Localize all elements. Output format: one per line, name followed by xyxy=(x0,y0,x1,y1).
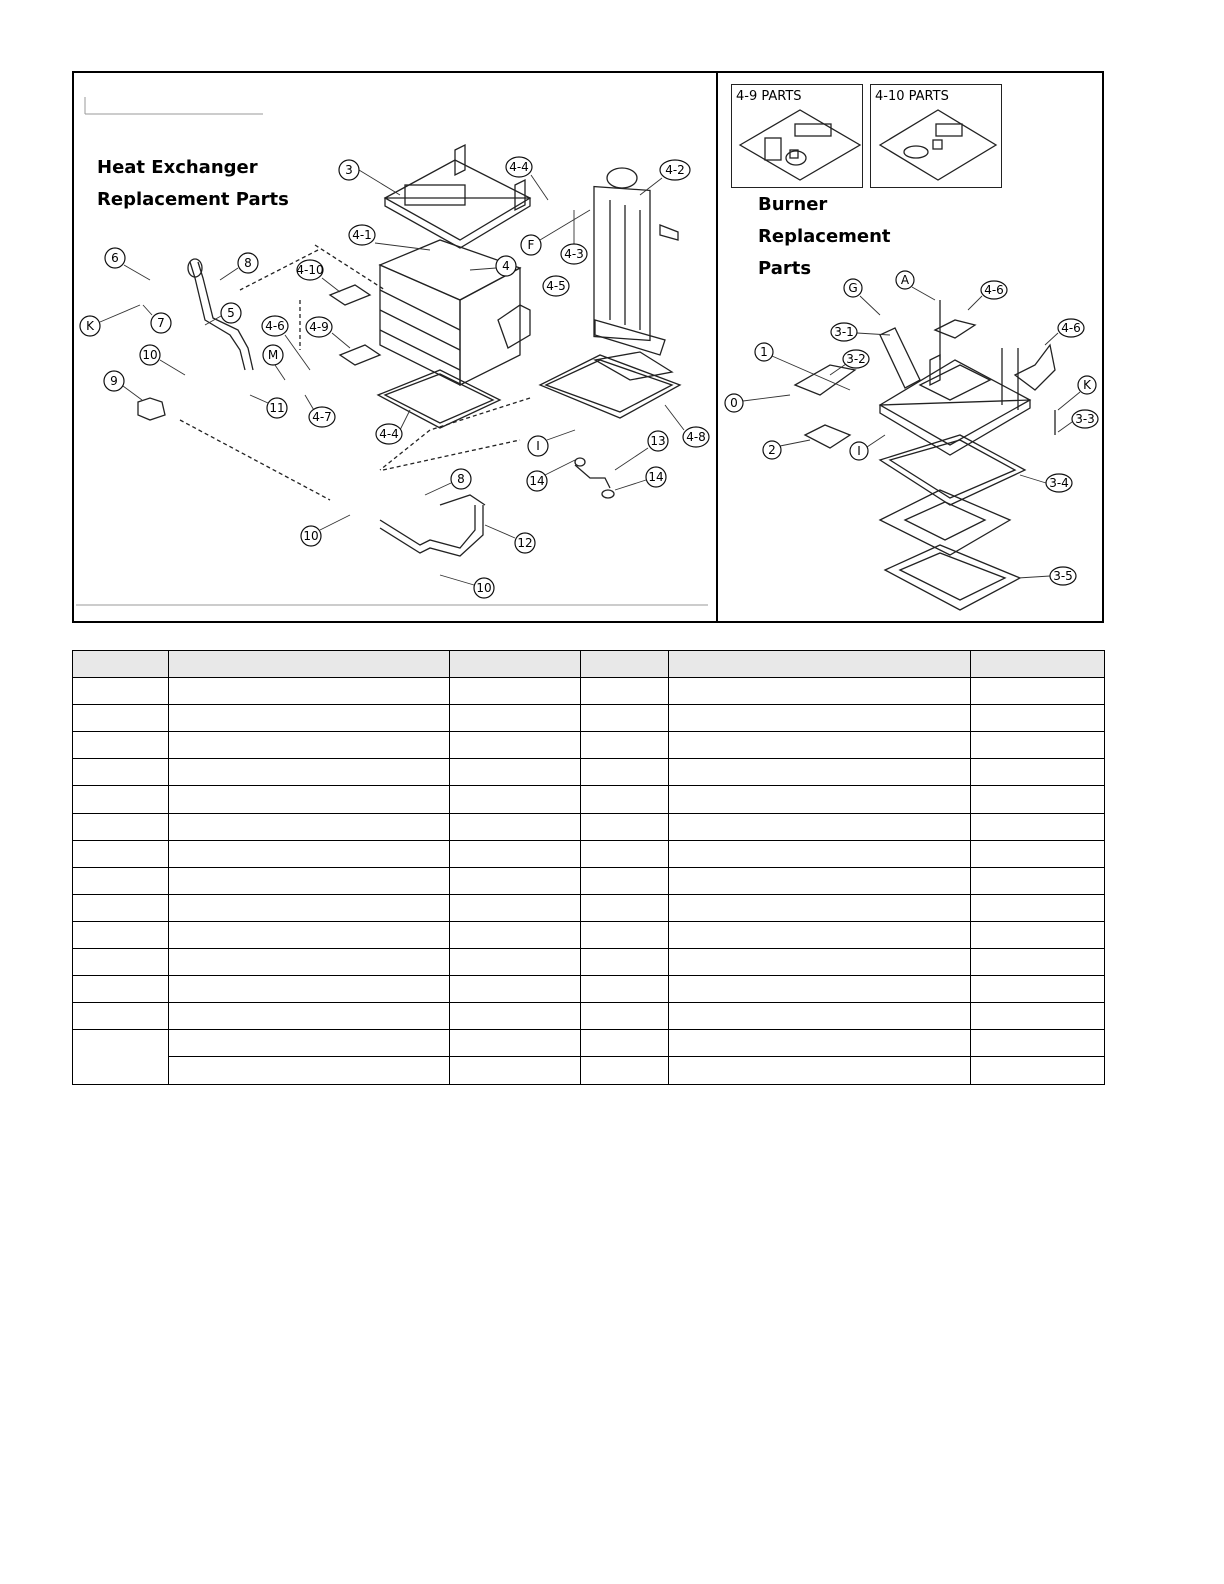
table-cell xyxy=(581,840,669,867)
table-cell xyxy=(169,1057,450,1084)
table-cell xyxy=(450,976,581,1003)
table-cell xyxy=(669,1003,971,1030)
callout-label: 8 xyxy=(457,472,465,486)
burner-drawing xyxy=(795,300,1055,610)
callout xyxy=(104,371,142,400)
burner-title-line2: Replacement xyxy=(758,226,891,247)
callout-label: 4-7 xyxy=(312,410,332,424)
callout-label: 4-6 xyxy=(265,319,285,333)
table-header-cell xyxy=(73,651,169,678)
table-cell xyxy=(73,894,169,921)
table-header-cell xyxy=(450,651,581,678)
table-cell xyxy=(73,813,169,840)
table-cell xyxy=(169,678,450,705)
table-cell xyxy=(169,921,450,948)
table-cell xyxy=(169,759,450,786)
table-row xyxy=(73,840,1105,867)
table-cell xyxy=(73,786,169,813)
table-header-cell xyxy=(971,651,1105,678)
table-cell xyxy=(581,705,669,732)
table-row xyxy=(73,867,1105,894)
callout-label: 4-3 xyxy=(564,247,584,261)
callout-label: 4-6 xyxy=(984,283,1004,297)
callout xyxy=(425,469,471,495)
table-cell xyxy=(581,678,669,705)
callout-label: 4-8 xyxy=(686,430,706,444)
callouts-right xyxy=(725,271,1098,585)
table-cell xyxy=(971,705,1105,732)
table-cell xyxy=(669,894,971,921)
table-cell xyxy=(169,705,450,732)
table-cell xyxy=(581,1003,669,1030)
table-cell xyxy=(73,867,169,894)
table-cell xyxy=(169,786,450,813)
table-cell xyxy=(73,840,169,867)
table-row xyxy=(73,1030,1105,1057)
table-cell xyxy=(450,732,581,759)
table-cell xyxy=(581,921,669,948)
callout xyxy=(140,345,185,375)
table-cell xyxy=(669,949,971,976)
table-row xyxy=(73,894,1105,921)
callout-label: K xyxy=(86,319,94,333)
table-cell xyxy=(971,786,1105,813)
table-cell xyxy=(669,921,971,948)
table-cell xyxy=(73,921,169,948)
table-row xyxy=(73,921,1105,948)
callout-label: 0 xyxy=(730,396,738,410)
table-cell xyxy=(73,732,169,759)
table-cell xyxy=(581,1030,669,1057)
table-cell xyxy=(73,678,169,705)
callout-label: 4-2 xyxy=(665,163,685,177)
callout-label: 7 xyxy=(157,316,165,330)
callout xyxy=(850,435,885,460)
callout-label: 4-1 xyxy=(352,228,372,242)
callout-label: 14 xyxy=(529,474,545,488)
callout xyxy=(615,467,666,490)
table-cell xyxy=(971,759,1105,786)
table-cell xyxy=(669,705,971,732)
table-cell xyxy=(450,1057,581,1084)
callout-label: 6 xyxy=(111,251,119,265)
burner-title-line3: Parts xyxy=(758,258,812,279)
callout-label: 10 xyxy=(142,348,158,362)
inset-4-9-label: 4-9 PARTS xyxy=(736,89,802,104)
table-cell xyxy=(669,1057,971,1084)
table-row xyxy=(73,732,1105,759)
table-cell xyxy=(669,678,971,705)
table-cell xyxy=(450,759,581,786)
table-cell xyxy=(169,1030,450,1057)
callout xyxy=(543,276,569,296)
table-cell xyxy=(669,786,971,813)
heat-exchanger-title-line1: Heat Exchanger xyxy=(97,157,258,178)
exploded-parts-diagram xyxy=(0,0,1224,640)
table-cell xyxy=(581,813,669,840)
table-cell xyxy=(581,732,669,759)
callout xyxy=(896,271,935,300)
callout-label: 4-9 xyxy=(309,320,329,334)
heat-exchanger-drawing xyxy=(138,145,680,556)
parts-table-body xyxy=(73,678,1105,1084)
inset-4-10-drawing xyxy=(880,110,996,180)
table-cell xyxy=(669,840,971,867)
callout xyxy=(143,305,171,333)
callout-label: 11 xyxy=(269,401,285,415)
table-cell xyxy=(581,786,669,813)
table-cell xyxy=(73,759,169,786)
table-row xyxy=(73,786,1105,813)
callout-label: 3 xyxy=(345,163,353,177)
callout xyxy=(440,575,494,598)
callout xyxy=(763,440,810,459)
table-cell xyxy=(450,840,581,867)
callout xyxy=(1058,376,1096,410)
callout-label: 3-3 xyxy=(1075,412,1095,426)
table-row xyxy=(73,1003,1105,1030)
table-cell xyxy=(450,813,581,840)
table-cell xyxy=(450,786,581,813)
callout-label: 3-2 xyxy=(846,352,866,366)
table-cell xyxy=(169,840,450,867)
table-cell xyxy=(169,894,450,921)
table-cell xyxy=(971,813,1105,840)
callout-label: 5 xyxy=(227,306,235,320)
callout-label: 10 xyxy=(476,581,492,595)
callout xyxy=(506,157,548,200)
callout xyxy=(528,430,575,456)
inset-4-9-drawing xyxy=(740,110,860,180)
table-cell xyxy=(169,813,450,840)
callout-label: 9 xyxy=(110,374,118,388)
table-cell xyxy=(669,813,971,840)
callout-label: 4-4 xyxy=(379,427,399,441)
callout xyxy=(968,281,1007,310)
table-cell xyxy=(450,894,581,921)
callout-label: 8 xyxy=(244,256,252,270)
table-cell xyxy=(169,867,450,894)
table-cell xyxy=(971,840,1105,867)
heat-exchanger-title-line2: Replacement Parts xyxy=(97,189,289,210)
callout xyxy=(306,317,350,348)
table-header-row xyxy=(73,651,1105,678)
table-row xyxy=(73,976,1105,1003)
callout-label: I xyxy=(536,439,540,453)
table-cell xyxy=(450,1030,581,1057)
table-header-cell xyxy=(169,651,450,678)
table-cell xyxy=(581,976,669,1003)
callout xyxy=(561,210,587,264)
table-cell xyxy=(669,759,971,786)
callout xyxy=(349,225,430,250)
callout-label: G xyxy=(848,281,858,295)
callout-label: F xyxy=(527,238,535,252)
callout-label: 3-4 xyxy=(1049,476,1069,490)
table-cell xyxy=(450,867,581,894)
table-cell xyxy=(971,949,1105,976)
table-cell xyxy=(971,867,1105,894)
callout xyxy=(1018,567,1076,585)
table-cell xyxy=(169,1003,450,1030)
table-cell xyxy=(971,732,1105,759)
table-row xyxy=(73,705,1105,732)
callout xyxy=(305,395,335,427)
table-cell xyxy=(971,976,1105,1003)
callout-label: 4-5 xyxy=(546,279,566,293)
table-cell xyxy=(971,1003,1105,1030)
inset-4-10-label: 4-10 PARTS xyxy=(875,89,949,104)
table-cell xyxy=(581,759,669,786)
table-cell xyxy=(971,921,1105,948)
table-row xyxy=(73,949,1105,976)
table-cell xyxy=(169,976,450,1003)
callout xyxy=(105,248,150,280)
callout xyxy=(725,394,790,412)
table-cell xyxy=(669,867,971,894)
callout xyxy=(615,431,668,470)
callout-label: I xyxy=(857,444,861,458)
callout xyxy=(1020,474,1072,492)
callout xyxy=(1045,319,1084,345)
table-header-cell xyxy=(581,651,669,678)
table-cell xyxy=(73,1003,169,1030)
callout xyxy=(301,515,350,546)
table-cell xyxy=(73,976,169,1003)
callout-label: 14 xyxy=(648,470,664,484)
parts-table xyxy=(72,650,1105,1085)
callout-label: 4-4 xyxy=(509,160,529,174)
callout-label: 4-10 xyxy=(296,263,324,277)
callout xyxy=(830,350,869,375)
callout xyxy=(485,525,535,553)
callout xyxy=(527,460,575,491)
table-row xyxy=(73,759,1105,786)
table-cell xyxy=(669,976,971,1003)
table-row xyxy=(73,678,1105,705)
callout-label: 13 xyxy=(650,434,666,448)
burner-title-line1: Burner xyxy=(758,194,828,215)
table-cell xyxy=(73,1030,169,1084)
callout-label: 4-6 xyxy=(1061,321,1081,335)
callout xyxy=(376,410,410,444)
table-cell xyxy=(971,894,1105,921)
callout xyxy=(640,160,690,195)
callout xyxy=(80,305,140,336)
callout-label: 4 xyxy=(502,259,510,273)
table-cell xyxy=(581,949,669,976)
table-row xyxy=(73,1057,1105,1084)
table-row xyxy=(73,813,1105,840)
table-cell xyxy=(73,949,169,976)
callout xyxy=(263,345,285,380)
table-cell xyxy=(169,949,450,976)
table-cell xyxy=(450,921,581,948)
callout-label: 2 xyxy=(768,443,776,457)
table-cell xyxy=(581,894,669,921)
table-cell xyxy=(581,1057,669,1084)
table-cell xyxy=(669,1030,971,1057)
table-cell xyxy=(450,678,581,705)
table-cell xyxy=(669,732,971,759)
callouts-left xyxy=(80,157,709,598)
callout xyxy=(250,395,287,418)
callout xyxy=(665,405,709,447)
table-cell xyxy=(971,1057,1105,1084)
table-cell xyxy=(971,678,1105,705)
table-cell xyxy=(450,705,581,732)
table-header-cell xyxy=(669,651,971,678)
callout-label: A xyxy=(900,273,910,287)
table-cell xyxy=(169,732,450,759)
callout xyxy=(296,260,340,292)
callout-label: 10 xyxy=(303,529,319,543)
table-cell xyxy=(73,705,169,732)
callout-label: 3-5 xyxy=(1053,569,1073,583)
callout xyxy=(844,279,880,315)
callout xyxy=(339,160,400,195)
callout-label: K xyxy=(1083,378,1091,392)
callout-label: 3-1 xyxy=(834,325,854,339)
callout-label: M xyxy=(267,348,279,362)
table-cell xyxy=(581,867,669,894)
callout-label: 1 xyxy=(760,345,768,359)
table-cell xyxy=(450,1003,581,1030)
table-cell xyxy=(450,949,581,976)
table-cell xyxy=(971,1030,1105,1057)
callout xyxy=(1058,410,1098,432)
callout-label: 12 xyxy=(517,536,533,550)
callout xyxy=(220,253,258,280)
